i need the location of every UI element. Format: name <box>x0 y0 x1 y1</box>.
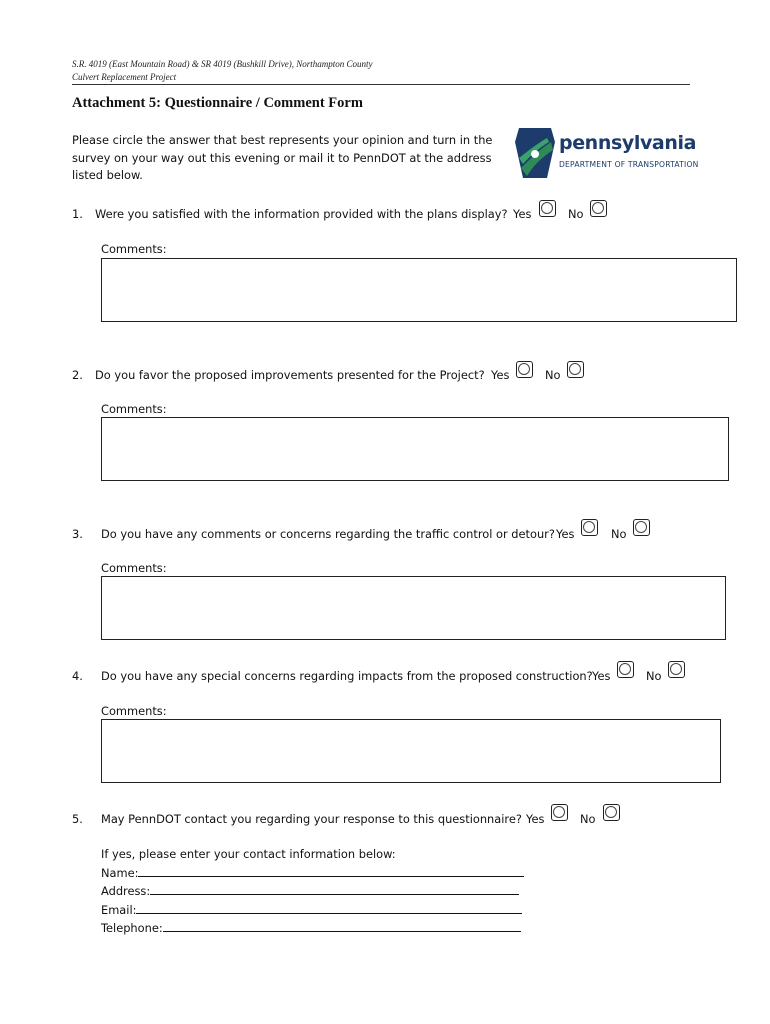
q3-no-label: No <box>611 527 627 541</box>
page-title: Attachment 5: Questionnaire / Comment Form <box>72 95 363 111</box>
q1-comments-field[interactable] <box>101 258 737 322</box>
q2-yes-label: Yes <box>491 368 510 382</box>
q4-comments-field[interactable] <box>101 719 721 783</box>
q3-yes-label: Yes <box>556 527 575 541</box>
q4-yes-checkbox[interactable] <box>617 661 634 678</box>
q5-yes-label: Yes <box>526 812 545 826</box>
q2-no-checkbox[interactable] <box>567 361 584 378</box>
q3-no-checkbox[interactable] <box>633 519 650 536</box>
telephone-row <box>101 919 524 938</box>
q3-comments-label: Comments: <box>101 561 167 575</box>
instructions <box>72 132 502 185</box>
header-divider <box>72 84 690 85</box>
q1-yes-checkbox[interactable] <box>539 200 556 217</box>
q3-yes-checkbox[interactable] <box>581 519 598 536</box>
q1-yes-label: Yes <box>513 207 532 221</box>
q4-no-label: No <box>646 669 662 683</box>
penndot-logo <box>515 128 705 178</box>
instructions-line-2: survey on your way out this evening or mail it to PennDOT at the address <box>72 150 492 165</box>
q1-comments-label: Comments: <box>101 242 167 256</box>
name-row <box>101 864 524 883</box>
question-number: 3. <box>72 527 83 541</box>
question-text: May PennDOT contact you regarding your response to this questionnaire? <box>101 812 522 826</box>
telephone-field[interactable] <box>163 919 521 932</box>
contact-intro: If yes, please enter your contact information below: <box>101 847 396 861</box>
instructions-line-1: Please circle the answer that best represents your opinion and turn in the <box>72 133 493 147</box>
contact-info-section <box>101 846 524 938</box>
question-number: 5. <box>72 812 83 826</box>
address-label: Address: <box>101 884 151 898</box>
q4-no-checkbox[interactable] <box>668 661 685 678</box>
q2-comments-field[interactable] <box>101 417 729 481</box>
question-text: Were you satisfied with the information provided with the plans display? <box>95 207 508 221</box>
instructions-line-3: listed below. <box>72 168 143 182</box>
q4-comments-label: Comments: <box>101 704 167 718</box>
q1-no-label: No <box>568 207 584 221</box>
email-row <box>101 901 524 920</box>
q5-no-checkbox[interactable] <box>603 804 620 821</box>
question-number: 1. <box>72 207 83 221</box>
q5-no-label: No <box>580 812 596 826</box>
keystone-icon <box>515 128 555 178</box>
q2-no-label: No <box>545 368 561 382</box>
logo-wordmark: pennsylvania <box>559 132 697 154</box>
question-number: 4. <box>72 669 83 683</box>
question-number: 2. <box>72 368 83 382</box>
question-text: Do you have any comments or concerns regarding the traffic control or detour? <box>101 527 555 541</box>
header-project-route: S.R. 4019 (East Mountain Road) & SR 4019 (Bushkill Drive), Northampton County <box>72 59 373 69</box>
logo-subtitle: DEPARTMENT OF TRANSPORTATION <box>559 160 699 169</box>
name-label: Name: <box>101 865 139 880</box>
email-field[interactable] <box>136 901 522 914</box>
header-project-name: Culvert Replacement Project <box>72 72 177 82</box>
name-field[interactable] <box>138 864 524 877</box>
email-label: Email: <box>101 902 137 917</box>
document-header <box>72 58 372 84</box>
q5-yes-checkbox[interactable] <box>551 804 568 821</box>
q1-no-checkbox[interactable] <box>590 200 607 217</box>
question-text: Do you have any special concerns regarding impacts from the proposed construction? <box>101 669 593 683</box>
address-row <box>101 882 524 901</box>
telephone-label: Telephone: <box>101 921 163 935</box>
address-field[interactable] <box>150 882 519 895</box>
q2-yes-checkbox[interactable] <box>516 361 533 378</box>
q3-comments-field[interactable] <box>101 576 726 640</box>
q2-comments-label: Comments: <box>101 402 167 416</box>
question-text: Do you favor the proposed improvements presented for the Project? <box>95 368 485 382</box>
q4-yes-label: Yes <box>592 669 611 683</box>
